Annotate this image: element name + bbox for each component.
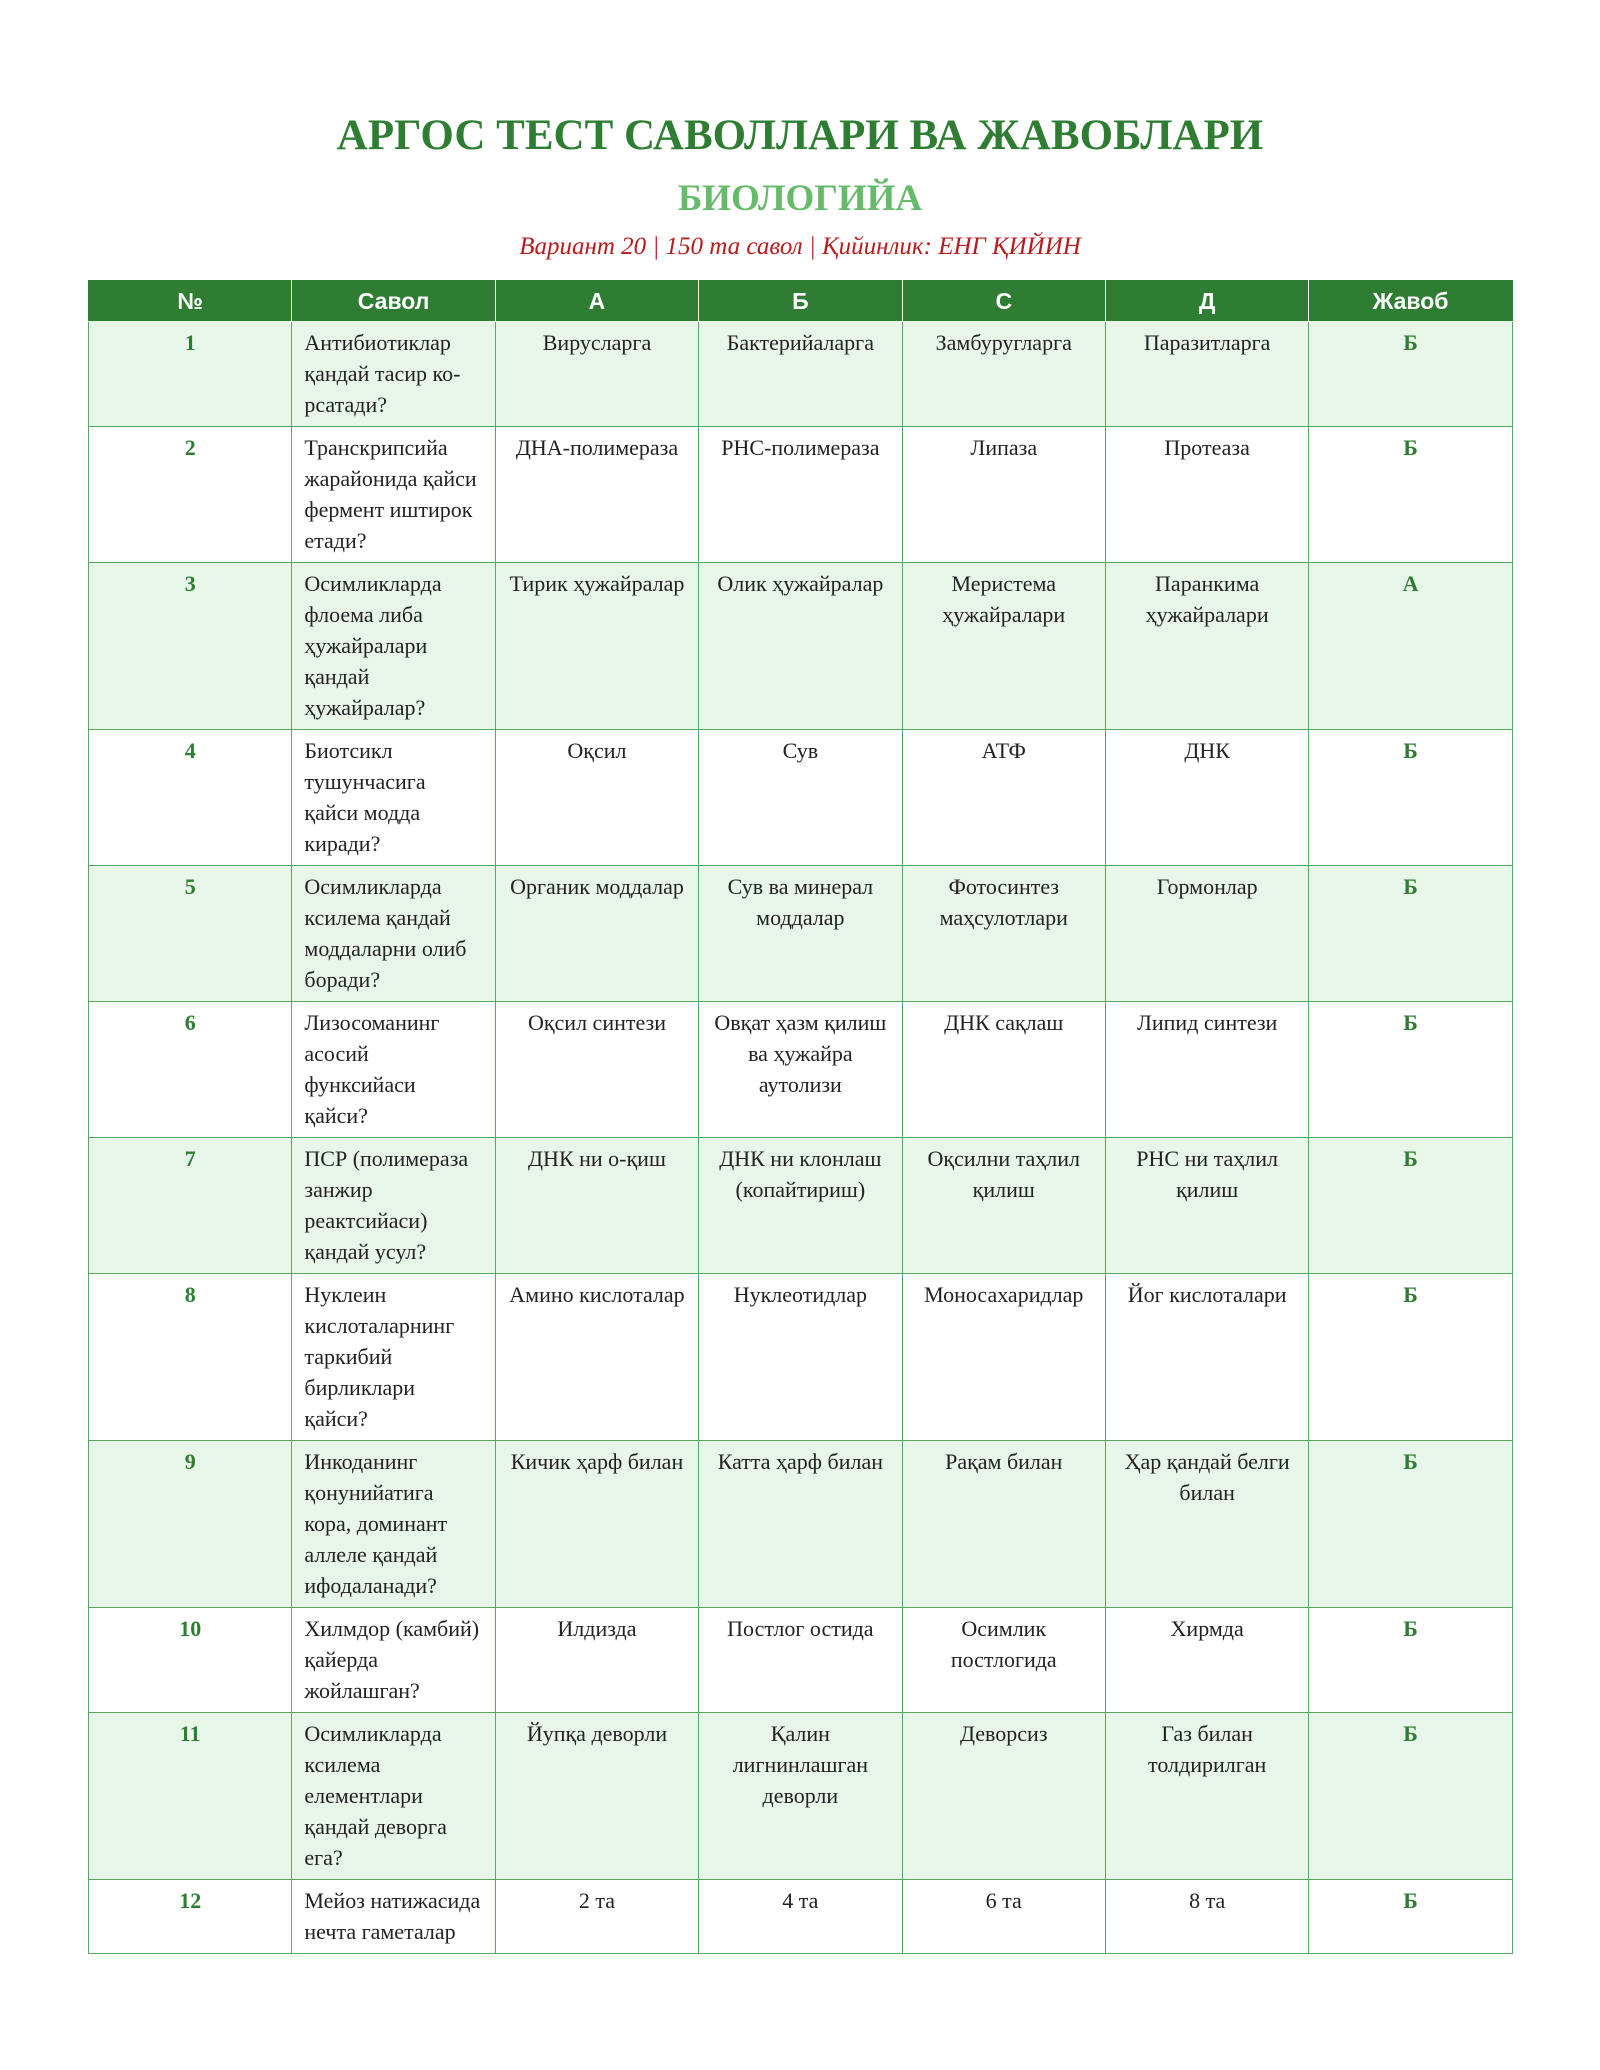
question-number: 7 <box>89 1138 292 1274</box>
column-header-option-c: С <box>902 281 1105 322</box>
question-number: 2 <box>89 427 292 563</box>
correct-answer: Б <box>1309 1002 1512 1138</box>
question-text: Хилмдор (камбий) қайерда жойлашган? <box>292 1608 495 1713</box>
question-number: 3 <box>89 563 292 730</box>
question-text: Антибиотиклар қандай тасир ко-рсатади? <box>292 322 495 427</box>
table-row <box>89 1002 1513 1138</box>
page-title: АРГОС ТЕСТ САВОЛЛАРИ ВА ЖАВОБЛАРИ <box>336 112 1264 159</box>
correct-answer: Б <box>1309 730 1512 866</box>
option-c: Меристема ҳужайралари <box>902 563 1105 730</box>
option-c: Моносахаридлар <box>902 1274 1105 1441</box>
option-c: 6 та <box>902 1880 1105 1954</box>
option-a: Вирусларга <box>495 322 698 427</box>
question-text: Осимликларда ксилема елементлари қандай деворга ега? <box>292 1713 495 1880</box>
option-a: Амино кислоталар <box>495 1274 698 1441</box>
question-number: 12 <box>89 1880 292 1954</box>
option-d: Паразитларга <box>1105 322 1308 427</box>
option-c: Оқсилни таҳлил қилиш <box>902 1138 1105 1274</box>
question-number: 6 <box>89 1002 292 1138</box>
option-b: Постлог остида <box>699 1608 902 1713</box>
option-c: ДНК сақлаш <box>902 1002 1105 1138</box>
correct-answer: Б <box>1309 427 1512 563</box>
correct-answer: А <box>1309 563 1512 730</box>
option-a: Оқсил синтези <box>495 1002 698 1138</box>
option-b: Сув <box>699 730 902 866</box>
option-d: Липид синтези <box>1105 1002 1308 1138</box>
column-header-option-a: А <box>495 281 698 322</box>
table-row <box>89 1880 1513 1954</box>
table-row <box>89 427 1513 563</box>
option-c: Замбуругларга <box>902 322 1105 427</box>
option-d: Паранкима ҳужайралари <box>1105 563 1308 730</box>
correct-answer: Б <box>1309 1713 1512 1880</box>
column-header-answer: Жавоб <box>1309 281 1512 322</box>
option-b: Сув ва минерал моддалар <box>699 866 902 1002</box>
option-d: 8 та <box>1105 1880 1308 1954</box>
table-row <box>89 866 1513 1002</box>
option-d: ДНК <box>1105 730 1308 866</box>
question-number: 8 <box>89 1274 292 1441</box>
question-text: Мейоз натижасида нечта гаметалар <box>292 1880 495 1954</box>
table-row <box>89 563 1513 730</box>
option-d: Газ билан толдирилган <box>1105 1713 1308 1880</box>
table-row <box>89 1608 1513 1713</box>
option-d: Хирмда <box>1105 1608 1308 1713</box>
option-d: Гормонлар <box>1105 866 1308 1002</box>
question-number: 9 <box>89 1441 292 1608</box>
table-row <box>89 1274 1513 1441</box>
option-b: Нуклеотидлар <box>699 1274 902 1441</box>
table-row <box>89 1713 1513 1880</box>
option-d: Йог кислоталари <box>1105 1274 1308 1441</box>
column-header-option-d: Д <box>1105 281 1308 322</box>
question-number: 5 <box>89 866 292 1002</box>
option-b: Бактерийаларга <box>699 322 902 427</box>
question-text: Инкоданинг қонунийатига кора, доминант аллеле қандай ифодаланади? <box>292 1441 495 1608</box>
option-a: ДНК ни о-қиш <box>495 1138 698 1274</box>
questions-table <box>88 280 1513 1954</box>
correct-answer: Б <box>1309 1608 1512 1713</box>
option-c: Деворсиз <box>902 1713 1105 1880</box>
option-d: РНС ни таҳлил қилиш <box>1105 1138 1308 1274</box>
correct-answer: Б <box>1309 1880 1512 1954</box>
question-text: Транскрипсийа жарайонида қайси фермент иштирок етади? <box>292 427 495 563</box>
question-text: Лизосоманинг асосий функсийаси қайси? <box>292 1002 495 1138</box>
question-number: 4 <box>89 730 292 866</box>
table-header-row <box>89 281 1513 322</box>
question-text: Осимликларда ксилема қандай моддаларни олиб боради? <box>292 866 495 1002</box>
option-b: 4 та <box>699 1880 902 1954</box>
option-b: Катта ҳарф билан <box>699 1441 902 1608</box>
correct-answer: Б <box>1309 866 1512 1002</box>
question-text: Биотсикл тушунчасига қайси модда киради? <box>292 730 495 866</box>
option-c: Фотосинтез маҳсулотлари <box>902 866 1105 1002</box>
column-header-question: Савол <box>292 281 495 322</box>
column-header-option-b: Б <box>699 281 902 322</box>
option-d: Ҳар қандай белги билан <box>1105 1441 1308 1608</box>
correct-answer: Б <box>1309 1274 1512 1441</box>
option-c: Липаза <box>902 427 1105 563</box>
variant-info: Вариант 20 | 150 та савол | Қийинлик: ЕНГ ҚИЙИН <box>519 233 1081 260</box>
option-a: Органик моддалар <box>495 866 698 1002</box>
option-a: Йупқа деворли <box>495 1713 698 1880</box>
table-row <box>89 730 1513 866</box>
correct-answer: Б <box>1309 1441 1512 1608</box>
subject-heading: БИОЛОГИЙА <box>677 178 923 219</box>
option-b: Олик ҳужайралар <box>699 563 902 730</box>
option-b: РНС-полимераза <box>699 427 902 563</box>
question-text: Осимликларда флоема либа ҳужайралари қандай ҳужайралар? <box>292 563 495 730</box>
table-row <box>89 1441 1513 1608</box>
option-a: ДНА-полимераза <box>495 427 698 563</box>
option-a: Тирик ҳужайралар <box>495 563 698 730</box>
option-b: ДНК ни клонлаш (копайтириш) <box>699 1138 902 1274</box>
table-row <box>89 1138 1513 1274</box>
question-text: ПСР (полимераза занжир реактсийаси) қандай усул? <box>292 1138 495 1274</box>
option-d: Протеаза <box>1105 427 1308 563</box>
option-a: Оқсил <box>495 730 698 866</box>
option-c: Осимлик постлогида <box>902 1608 1105 1713</box>
option-b: Овқат ҳазм қилиш ва ҳужайра аутолизи <box>699 1002 902 1138</box>
option-a: Кичик ҳарф билан <box>495 1441 698 1608</box>
question-number: 10 <box>89 1608 292 1713</box>
column-header-number: № <box>89 281 292 322</box>
table-body <box>89 322 1513 1954</box>
correct-answer: Б <box>1309 322 1512 427</box>
option-a: Илдизда <box>495 1608 698 1713</box>
option-c: АТФ <box>902 730 1105 866</box>
option-a: 2 та <box>495 1880 698 1954</box>
question-number: 11 <box>89 1713 292 1880</box>
table-row <box>89 322 1513 427</box>
option-c: Рақам билан <box>902 1441 1105 1608</box>
correct-answer: Б <box>1309 1138 1512 1274</box>
option-b: Қалин лигнинлашган деворли <box>699 1713 902 1880</box>
question-text: Нуклеин кислоталарнинг таркибий бирликлари қайси? <box>292 1274 495 1441</box>
question-number: 1 <box>89 322 292 427</box>
